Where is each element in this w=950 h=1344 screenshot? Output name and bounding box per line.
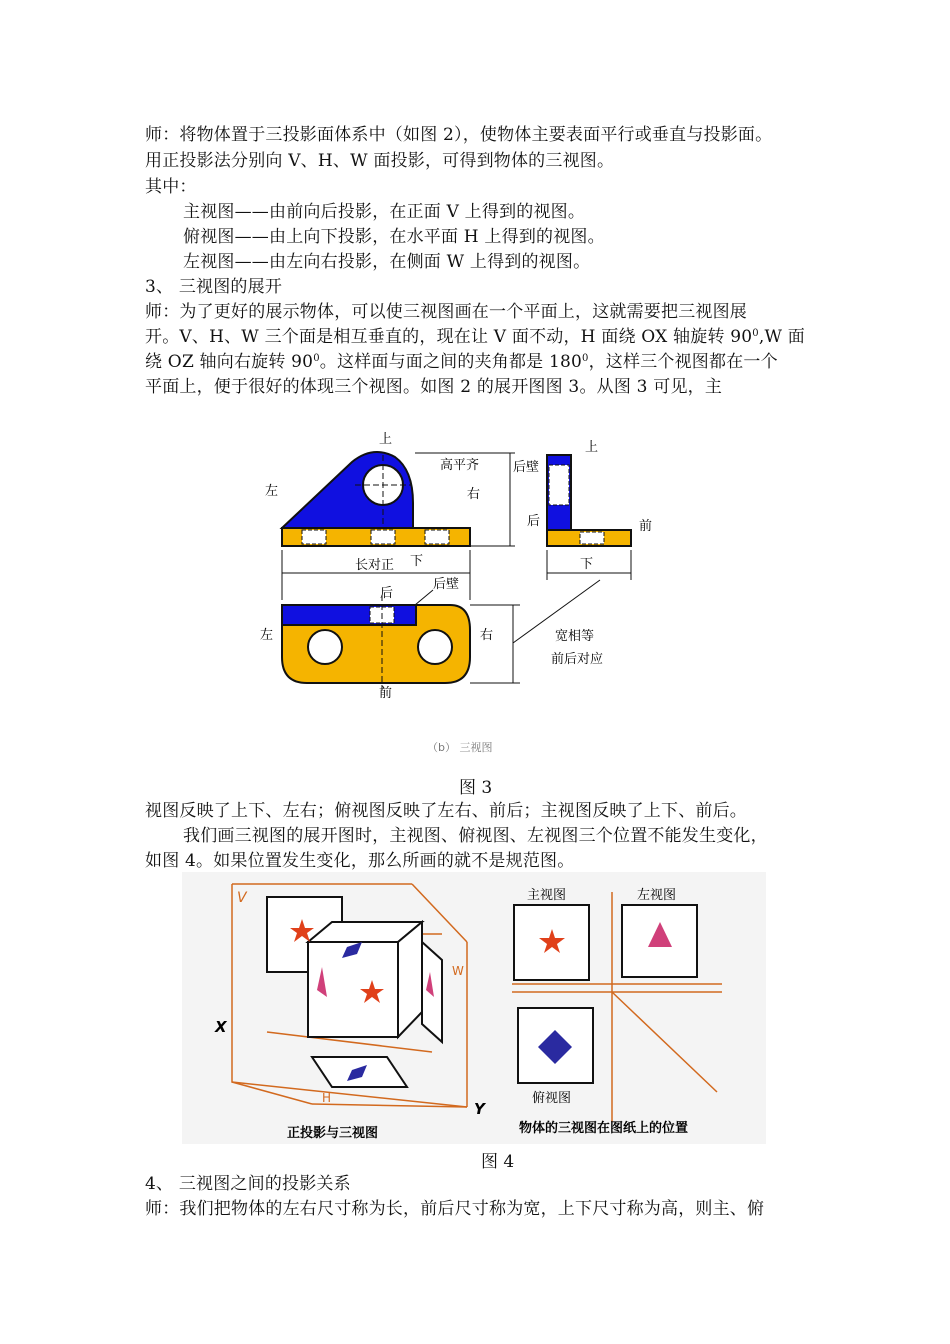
left-caption: 正投影与三视图 [287,1126,379,1141]
paragraph-line: 如图 4。如果位置发生变化，那么所画的就不是规范图。 [145,851,575,871]
label-front-view: 主视图 [527,888,567,903]
figure-4-caption: 图 4 [481,1152,515,1172]
paragraph-line: 俯视图——由上向下投影，在水平面 H 上得到的视图。 [183,227,605,247]
paragraph-line: 主视图——由前向后投影，在正面 V 上得到的视图。 [183,202,586,222]
paragraph-line: 左视图——由左向右投影，在侧面 W 上得到的视图。 [183,252,591,272]
text-run: 。这样面与面之间的夹角都是 180 [319,352,583,372]
label-h: H [322,1091,332,1105]
label-high-flush: 高平齐 [440,458,480,473]
figure-3-caption: 图 3 [459,778,493,798]
paragraph-line: 用正投影法分别向 V、H、W 面投影，可得到物体的三视图。 [145,151,615,171]
figure-sub-caption: （b） 三视图 [427,741,493,754]
hidden-hole [580,532,604,544]
text-run: ,W 面 [758,327,805,347]
text-run: 开。V、H、W 三个面是相互垂直的，现在让 V 面不动，H 面绕 OX 轴旋转 90 [145,327,753,347]
hidden-hole [371,530,395,544]
hidden-hole [425,530,449,544]
label-back: 后 [527,514,541,529]
label-back-wall-2: 后壁 [433,577,460,592]
superscript: 0 [752,328,759,339]
paragraph-line [145,350,815,374]
paragraph-line: 其中： [145,177,197,197]
paragraph-line [145,325,815,349]
label-down-right: 下 [580,557,594,572]
label-front-bottom: 前 [379,686,393,701]
label-top: 上 [379,432,393,447]
label-v: V [237,890,247,906]
text-run: 绕 OZ 轴向右旋转 90 [145,352,314,372]
top-view-hole [418,630,452,664]
label-left: 左 [265,484,279,499]
figure-4-projection [182,872,766,1144]
label-y: Y [474,1100,485,1118]
label-left-view: 左视图 [637,888,677,903]
hidden-hole [302,530,326,544]
label-length-align: 长对正 [355,558,395,573]
hidden-hole [549,465,569,505]
label-back-wall: 后壁 [513,460,540,475]
paragraph-line: 师：为了更好的展示物体，可以使三视图画在一个平面上，这就需要把三视图展 [145,302,747,322]
label-down: 下 [410,554,424,569]
label-top-right: 上 [585,440,599,455]
paragraph-line: 师：我们把物体的左右尺寸称为长，前后尺寸称为宽，上下尺寸称为高，则主、俯 [145,1199,765,1219]
label-back-2: 后 [380,586,394,601]
superscript: 0 [313,353,320,364]
figure-3-three-views [255,425,675,765]
label-width-equal: 宽相等 [555,629,595,644]
label-front: 前 [639,519,653,534]
right-caption: 物体的三视图在图纸上的位置 [519,1121,689,1136]
label-right: 右 [467,487,481,502]
paragraph-line: 师：将物体置于三投影面体系中（如图 2），使物体主要表面平行或垂直与投影面。 [145,125,773,145]
leader-line [415,590,433,605]
paragraph-line: 我们画三视图的展开图时，主视图、俯视图、左视图三个位置不能发生变化， [183,826,768,846]
label-x: X [215,1018,227,1036]
text-run: ，这样三个视图都在一个 [588,352,778,372]
paragraph-line: 视图反映了上下、左右；俯视图反映了左右、前后；主视图反映了上下、前后。 [145,801,747,821]
section-heading: 3、 三视图的展开 [145,277,283,297]
section-heading: 4、 三视图之间的投影关系 [145,1174,351,1194]
paragraph-line: 平面上，便于很好的体现三个视图。如图 2 的展开图图 3。从图 3 可见，主 [145,377,723,397]
label-front-back: 前后对应 [551,652,604,667]
superscript: 0 [582,353,589,364]
top-view-hole [308,630,342,664]
label-top-view: 俯视图 [532,1091,572,1106]
label-left-2: 左 [260,628,274,643]
label-right-2: 右 [480,628,494,643]
label-w: W [452,964,464,978]
top-view-blue-wall [282,605,416,625]
